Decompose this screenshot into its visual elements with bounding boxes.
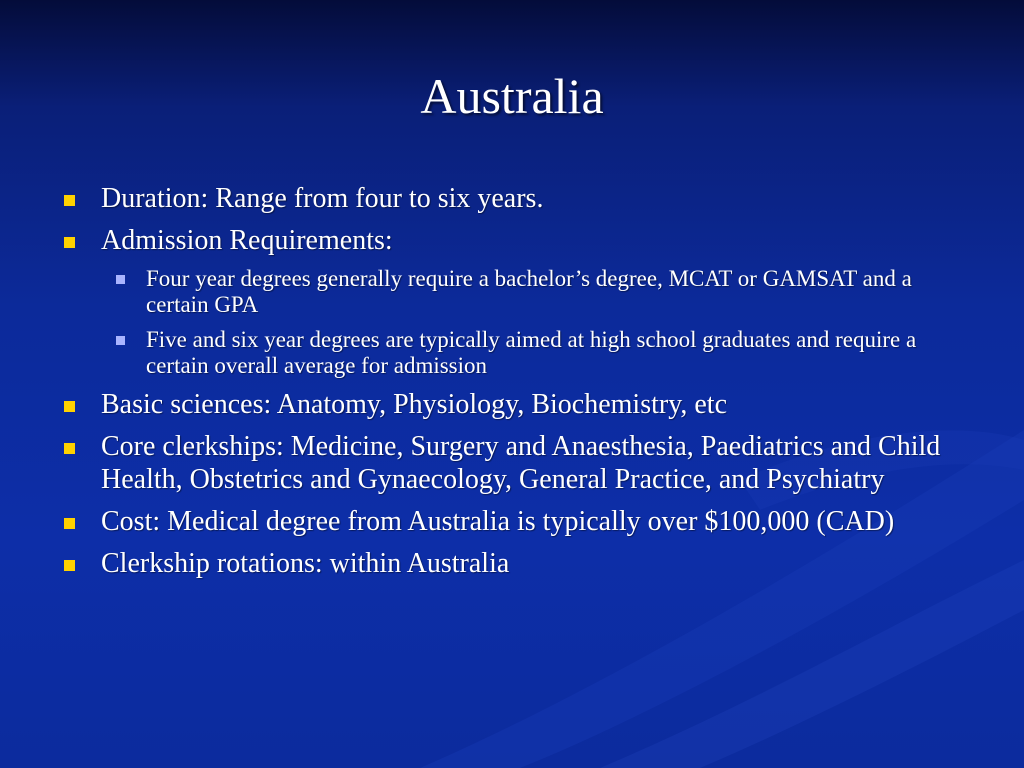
square-bullet-icon xyxy=(64,195,75,206)
square-sub-bullet-icon xyxy=(116,275,125,284)
list-item-core-clerkships xyxy=(60,430,970,496)
square-sub-bullet-icon xyxy=(116,336,125,345)
list-item-text: Duration: Range from four to six years. xyxy=(101,183,544,214)
list-item-text: Cost: Medical degree from Australia is typically over $100,000 (CAD) xyxy=(101,506,895,537)
list-item-cost xyxy=(60,505,970,538)
list-item-text: Core clerkships: Medicine, Surgery and Anaesthesia, Paediatrics and Child Health, Obstetrics and Gynaecology, General Practice, and Psychiatry xyxy=(101,431,941,495)
list-item-basic-sciences xyxy=(60,388,970,421)
sub-item-text: Five and six year degrees are typically aimed at high school graduates and require a certain overall average for admission xyxy=(146,327,917,378)
square-bullet-icon xyxy=(64,401,75,412)
bullet-list xyxy=(60,182,970,589)
list-item-admission xyxy=(60,224,970,257)
slide-title: Australia xyxy=(420,68,604,124)
list-item-text: Clerkship rotations: within Australia xyxy=(101,548,510,579)
list-item-text: Admission Requirements: xyxy=(101,225,393,256)
square-bullet-icon xyxy=(64,443,75,454)
sub-item-four-year xyxy=(60,266,970,318)
list-item-duration xyxy=(60,182,970,215)
square-bullet-icon xyxy=(64,237,75,248)
sub-item-five-six-year xyxy=(60,327,970,379)
list-item-text: Basic sciences: Anatomy, Physiology, Biochemistry, etc xyxy=(101,389,728,420)
list-item-clerkship-rotations xyxy=(60,547,970,580)
square-bullet-icon xyxy=(64,518,75,529)
square-bullet-icon xyxy=(64,560,75,571)
sub-item-text: Four year degrees generally require a bachelor’s degree, MCAT or GAMSAT and a certain GPA xyxy=(146,266,912,317)
